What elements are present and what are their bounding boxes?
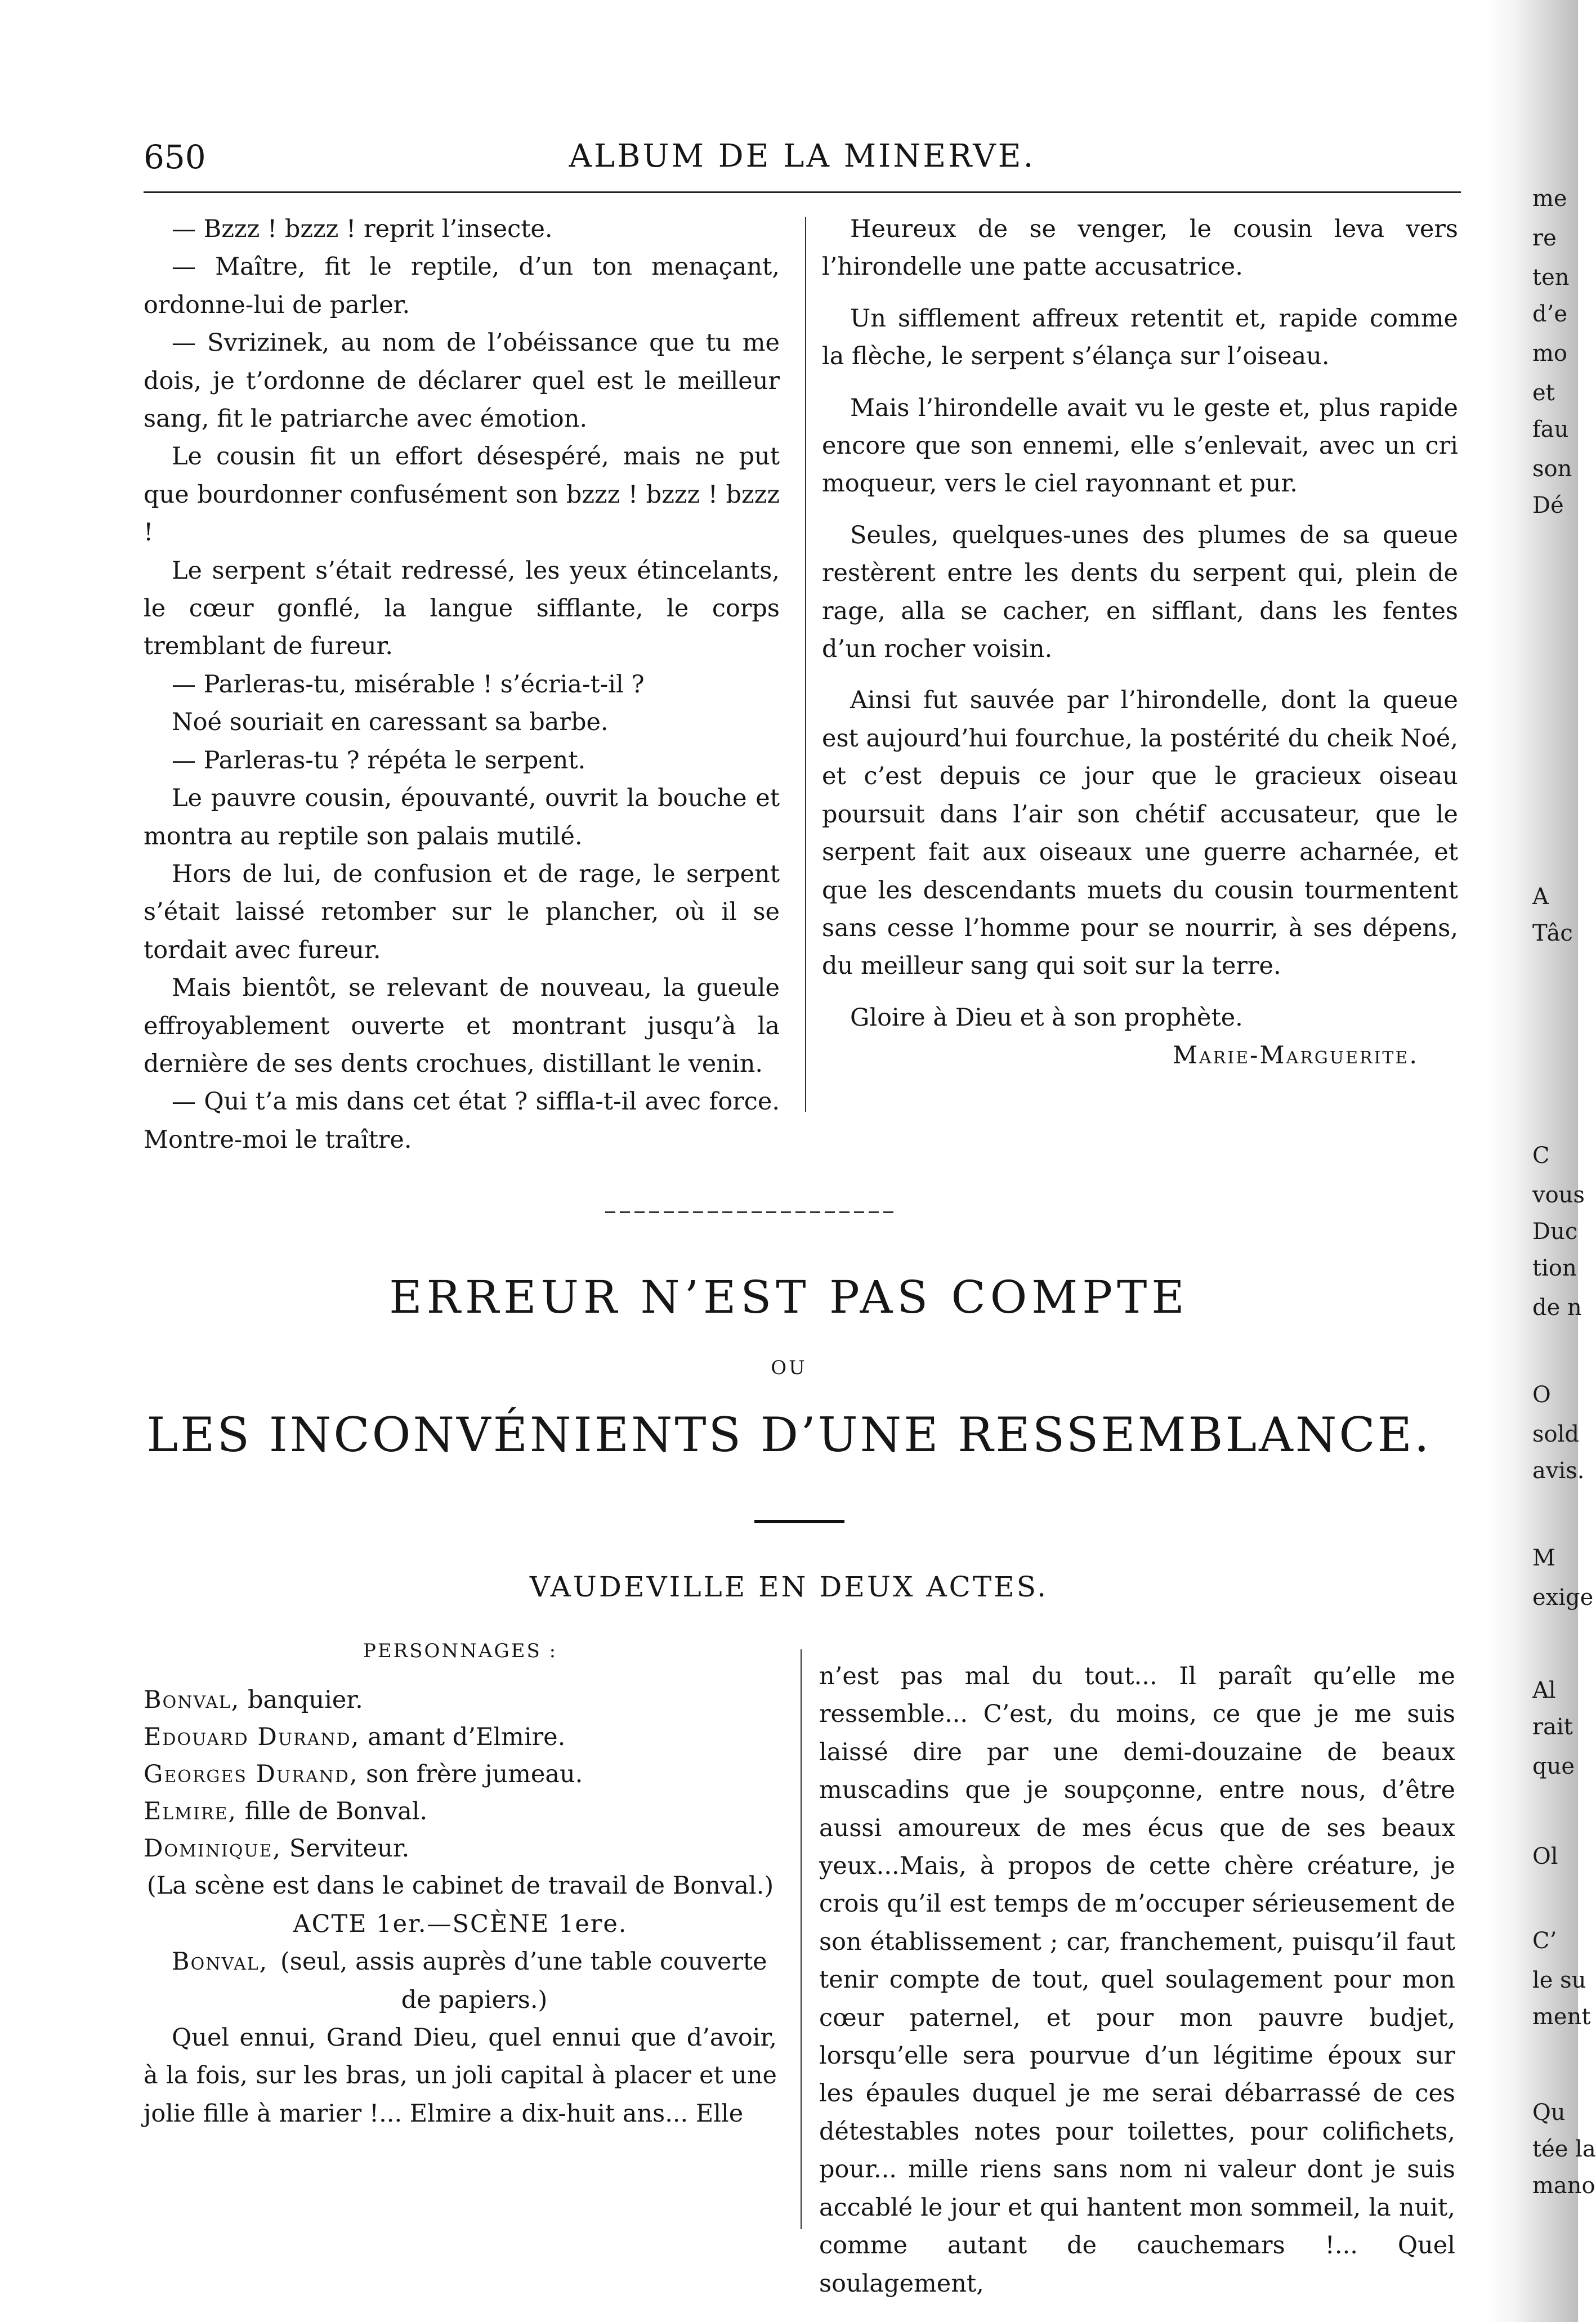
fragment: mano bbox=[1532, 2173, 1595, 2199]
stage-direction-text: (seul, assis auprès d’une table couverte bbox=[280, 1948, 767, 1976]
character-entry bbox=[144, 1681, 777, 1719]
paragraph: Seules, quelques-unes des plumes de sa queue restèrent entre les dents du serpent qui, plein de rage, alla se cacher, en sifflant, dans les fentes d’un rocher voisin. bbox=[822, 521, 1458, 664]
paragraph: — Parleras-tu ? répéta le serpent. bbox=[172, 746, 586, 775]
section-separator bbox=[605, 1211, 898, 1213]
character-description: banquier. bbox=[240, 1686, 363, 1715]
character-entry bbox=[144, 1756, 777, 1793]
stage-direction bbox=[144, 1943, 777, 2019]
play-title: ERREUR N’EST PAS COMPTE bbox=[389, 1271, 1189, 1323]
character-entry bbox=[144, 1719, 777, 1756]
column-divider bbox=[805, 217, 806, 1112]
paragraph: Le cousin fit un effort désespéré, mais ne put que bourdonner confusément son bzzz ! bzzz ! bzzz ! bbox=[144, 442, 780, 547]
fragment: vous bbox=[1532, 1182, 1585, 1208]
fragment: et bbox=[1532, 380, 1555, 406]
fragment: que bbox=[1532, 1753, 1575, 1779]
header-rule bbox=[144, 191, 1461, 193]
paragraph: — Qui t’a mis dans cet état ? siffla-t-il avec force. Montre-moi le traître. bbox=[144, 1088, 780, 1154]
play-subtitle: VAUDEVILLE EN DEUX ACTES. bbox=[529, 1571, 1049, 1603]
fragment: O bbox=[1532, 1382, 1551, 1408]
paragraph: Mais l’hirondelle avait vu le geste et, plus rapide encore que son ennemi, elle s’enlevait, avec un cri moqueur, vers le ciel rayonnant et pur. bbox=[822, 393, 1458, 498]
title-rule bbox=[754, 1520, 844, 1523]
fragment: fau bbox=[1532, 417, 1569, 442]
play-right-column bbox=[819, 1658, 1455, 2303]
character-entry bbox=[144, 1793, 777, 1830]
character-name: Dominique, bbox=[144, 1835, 282, 1863]
paragraph: — Bzzz ! bzzz ! reprit l’insecte. bbox=[172, 215, 553, 243]
paragraph: Heureux de se venger, le cousin leva vers l’hirondelle une patte accusatrice. bbox=[822, 215, 1458, 281]
character-entry bbox=[144, 1830, 777, 1867]
play-title-conjunction: OU bbox=[771, 1357, 807, 1379]
fragment: me bbox=[1532, 186, 1567, 212]
fragment: avis. bbox=[1532, 1458, 1585, 1484]
fragment: Al bbox=[1532, 1677, 1556, 1703]
paragraph: Hors de lui, de confusion et de rage, le serpent s’était laissé retomber sur le plancher, où il se tordait avec fureur. bbox=[144, 860, 780, 964]
character-name: Edouard Durand, bbox=[144, 1723, 360, 1752]
paragraph: — Maître, fit le reptile, d’un ton menaçant, ordonne-lui de parler. bbox=[144, 253, 780, 319]
play-alternate-title: LES INCONVÉNIENTS D’UNE RESSEMBLANCE. bbox=[146, 1407, 1432, 1462]
paragraph: Le pauvre cousin, épouvanté, ouvrit la bouche et montra au reptile son palais mutilé. bbox=[144, 784, 780, 851]
author-signature: Marie-Marguerite. bbox=[1172, 1041, 1419, 1070]
paragraph: Ainsi fut sauvée par l’hirondelle, dont la queue est aujourd’hui fourchue, la postérité du cheik Noé, et c’est depuis ce jour que le gracieux oiseau poursuit dans l’air son chétif accusateur, que le serpent fait aux oiseaux une guerre acharnée, et que les descendants muets du cousin tourmentent sans cesse l’homme pour se nourrir, à ses dépens, du meilleur sang qui soit sur la terre. bbox=[822, 686, 1458, 981]
character-name: Georges Durand, bbox=[144, 1760, 359, 1789]
paragraph: Un sifflement affreux retentit et, rapide comme la flèche, le serpent s’élança sur l’oiseau. bbox=[822, 304, 1458, 371]
character-name: Bonval, bbox=[144, 1686, 240, 1715]
fragment: exige bbox=[1532, 1585, 1594, 1610]
story-right-column bbox=[822, 211, 1458, 1075]
fragment: le su bbox=[1532, 1967, 1586, 1993]
fragment: d’e bbox=[1532, 301, 1567, 327]
character-description: son frère jumeau. bbox=[358, 1760, 583, 1789]
character-description: fille de Bonval. bbox=[237, 1797, 428, 1826]
fragment: rait bbox=[1532, 1714, 1573, 1740]
page-header bbox=[144, 138, 1461, 183]
fragment: tion bbox=[1532, 1255, 1577, 1281]
fragment: Tâc bbox=[1532, 920, 1573, 946]
fragment: M bbox=[1532, 1545, 1555, 1571]
fragment: Ol bbox=[1532, 1844, 1558, 1869]
fragment: A bbox=[1532, 884, 1549, 910]
running-title: ALBUM DE LA MINERVE. bbox=[569, 138, 1036, 175]
paragraph: Noé souriait en caressant sa barbe. bbox=[172, 708, 609, 737]
fragment: C’ bbox=[1532, 1928, 1557, 1954]
story-left-column bbox=[144, 211, 780, 1159]
paragraph: Le serpent s’était redressé, les yeux étincelants, le cœur gonflé, la langue sifflante, le corps tremblant de fureur. bbox=[144, 556, 780, 661]
stage-direction-character: Bonval, bbox=[172, 1948, 269, 1976]
fragment: tée la bbox=[1532, 2136, 1596, 2162]
stage-direction-text: de papiers.) bbox=[401, 1985, 548, 2014]
dialogue-paragraph: Quel ennui, Grand Dieu, quel ennui que d’avoir, à la fois, sur les bras, un joli capital à placer et une jolie fille à marier !... Elmire a dix-huit ans... Elle bbox=[144, 2024, 777, 2128]
paragraph: — Svrizinek, au nom de l’obéissance que tu me dois, je t’ordonne de déclarer quel est le meilleur sang, fit le patriarche avec émotion. bbox=[144, 329, 780, 433]
fragment: Dé bbox=[1532, 493, 1564, 518]
fragment: Qu bbox=[1532, 2100, 1566, 2126]
fragment: mo bbox=[1532, 341, 1568, 366]
paragraph: Gloire à Dieu et à son prophète. bbox=[850, 1003, 1243, 1032]
character-description: Serviteur. bbox=[281, 1835, 410, 1863]
paragraph: — Parleras-tu, misérable ! s’écria-t-il ? bbox=[172, 670, 645, 699]
fragment: re bbox=[1532, 225, 1557, 251]
act-heading: ACTE 1er.—SCÈNE 1ere. bbox=[293, 1909, 628, 1938]
paragraph: Mais bientôt, se relevant de nouveau, la gueule effroyablement ouverte et montrant jusqu’à la dernière de ses dents crochues, distillant le venin. bbox=[144, 974, 780, 1078]
page-number: 650 bbox=[144, 138, 206, 176]
column-divider bbox=[801, 1649, 802, 2229]
dialogue-paragraph: n’est pas mal du tout... Il paraît qu’elle me ressemble... C’est, du moins, ce que je me suis laissé dire par une demi-douzaine de beaux muscadins que je soupçonne, entre nous, d’être aussi amoureux de mes écus que de ses beaux yeux...Mais, à propos de cette chère créature, je crois qu’il est temps de m’occuper sérieusement de son établissement ; car, franchement, puisqu’il faut tenir compte de tout, quel soulagement pour mon cœur paternel, et pour mon pauvre budjet, lorsqu’elle sera pourvue d’un légitime époux sur les épaules duquel je me serai débarrassé de ces détestables notes pour toilettes, pour colifichets, pour... mille riens sans nom ni valeur dont je suis accablé le jour et qui hantent mon sommeil, la nuit, comme autant de cauchemars !... Quel soulagement, bbox=[819, 1662, 1455, 2298]
fragment: Duc bbox=[1532, 1219, 1578, 1245]
scene-setting: (La scène est dans le cabinet de travail de Bonval.) bbox=[146, 1872, 774, 1900]
fragment: ment bbox=[1532, 2004, 1591, 2030]
fragment: ten bbox=[1532, 265, 1570, 290]
fragment: C bbox=[1532, 1143, 1550, 1169]
character-description: amant d’Elmire. bbox=[360, 1723, 566, 1752]
fragment: sold bbox=[1532, 1421, 1580, 1447]
character-name: Elmire, bbox=[144, 1797, 238, 1826]
play-left-column bbox=[144, 1632, 777, 2133]
fragment: son bbox=[1532, 456, 1572, 482]
fragment: de n bbox=[1532, 1295, 1582, 1321]
characters-heading: PERSONNAGES : bbox=[363, 1640, 558, 1662]
